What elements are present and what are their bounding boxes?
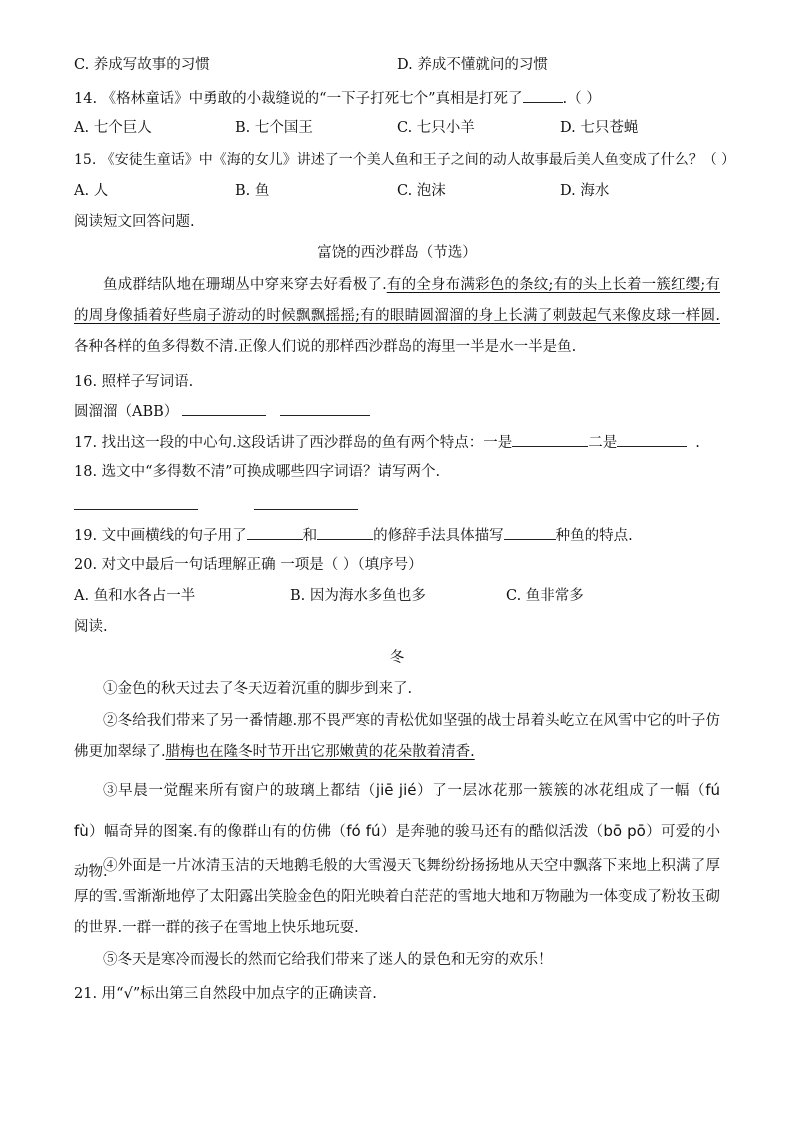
q14-option-d: D. 七只苍蝇 [560,120,639,136]
q16-blank-1[interactable] [182,400,266,416]
reading2-p2-text: ②冬给我们带来了另一番情趣.那不畏严寒的青松优如坚强的战士昂着头屹立在风雪中它的叶子仿佛更加翠绿了. [74,713,720,760]
q17-second: 二是 [588,435,618,451]
q18-answer-line [74,494,720,516]
reading2-intro: 阅读. [74,619,108,635]
reading2-paragraph-1: ①金色的秋天过去了冬天迈着沉重的脚步到来了. [103,681,413,697]
q18-stem: 18. 选文中“多得数不清”可换成哪些四字词语？请写两个. [74,464,441,480]
q15-stem: 15. 《安徒生童话》中《海的女儿》讲述了一个美人鱼和王子之间的动人故事最后美人鱼变成了什么？（ ） [74,152,736,168]
reading1-underlined-text: 有的全身布满彩色的条纹;有的头上长着一簇红缨;有的周身像插着好些扇子游动的时候飘飘摇摇;有的眼睛圆溜溜的身上长满了刺鼓起气来像皮球一样圆. [74,277,720,324]
q21-stem: 21. 用“√”标出第三自然段中加点字的正确读音. [74,986,377,1002]
q13-option-d: D. 养成不懂就问的习惯 [397,57,548,73]
q15-option-b: B. 鱼 [235,183,270,199]
q18-blank-1[interactable] [74,494,198,510]
q17-stem [74,431,720,453]
q14-option-c: C. 七只小羊 [397,120,475,136]
reading1-text-1: 鱼成群结队地在珊瑚丛中穿来穿去好看极了. [103,277,387,293]
pinyin-choice-jie[interactable]: jiē jié [375,781,417,799]
q16-blank-2[interactable] [280,400,370,416]
q19-blank-2[interactable] [317,524,373,540]
reading2-paragraph-4: ④外面是一片冰清玉洁的天地鹅毛般的大雪漫天飞舞纷纷扬扬地从天空中飘落下来地上积满了厚厚的雪.雪渐渐地停了太阳露出笑脸金色的阳光映着白茫茫的雪地大地和万物融为一体变成了粉妆玉砌的世界.一群一群的孩子在雪地上快乐地玩耍. [74,858,720,936]
pinyin-choice-fo[interactable]: fó fú [346,822,381,840]
q14-option-b: B. 七个国王 [235,120,313,136]
q14-stem-text: 14. 《格林童话》中勇敢的小裁缝说的“一下子打死七个”真相是打死了 [74,91,523,107]
reading1-paragraph [74,270,720,363]
q20-option-b: B. 因为海水多鱼也多 [290,588,426,604]
q17-blank-2[interactable] [617,431,687,447]
reading2-p3-text-c: ）幅奇异的图案.有的像群山有的仿佛（ [88,824,347,840]
q19-text-1: 19. 文中画横线的句子用了 [74,528,247,544]
q19-text-2: 和 [302,528,318,544]
q19-text-3: 的修辞手法具体描写 [373,528,504,544]
reading1-title: 富饶的西沙群岛（节选） [317,245,477,261]
reading2-title: 冬 [389,650,405,666]
reading2-p3-text-d: ）是奔驰的骏马还有的酷似活泼（ [380,824,604,840]
reading2-paragraph-5: ⑤冬天是寒冷而漫长的然而它给我们带来了迷人的景色和无穷的欢乐！ [103,952,553,968]
q14-option-a: A. 七个巨人 [74,120,152,136]
reading2-p3-text-a: ③早晨一觉醒来所有窗户的玻璃上都结（ [103,783,376,799]
q14-stem [74,87,720,109]
pinyin-choice-bo[interactable]: bō pō [603,822,646,840]
q18-blank-2[interactable] [254,494,358,510]
q20-option-c: C. 鱼非常多 [506,588,584,604]
q17-blank-1[interactable] [512,431,588,447]
reading2-p3-text-e: ）可爱的小动物. [74,824,721,880]
reading1-intro: 阅读短文回答问题. [74,214,195,230]
q19-blank-1[interactable] [247,524,303,540]
reading1-text-2: 各种各样的鱼多得数不清.正像人们说的那样西沙群岛的海里一半是水一半是鱼. [74,339,577,355]
q19-stem [74,524,720,546]
q20-stem: 20. 对文中最后一句话理解正确 一项是（ ）（填序号） [74,557,423,573]
q15-option-c: C. 泡沫 [397,183,446,199]
q16-example-word: 圆溜溜（ABB） [74,404,179,420]
q15-option-d: D. 海水 [560,183,610,199]
q20-option-a: A. 鱼和水各占一半 [74,588,196,604]
q17-stem-text: 17. 找出这一段的中心句.这段话讲了西沙群岛的鱼有两个特点：一是 [74,435,513,451]
q16-stem: 16. 照样子写词语. [74,374,194,390]
reading2-p3-text-b: ）了一层冰花那一簇簇的冰花组成了一幅（ [416,783,706,799]
reading2-p2-underlined: 腊梅也在隆冬时节开出它那嫩黄的花朵散着清香. [165,744,475,760]
q16-example [74,400,720,422]
q15-option-a: A. 人 [74,183,109,199]
q14-answer-blank[interactable] [523,87,563,103]
reading2-paragraph-2 [74,706,720,768]
q17-end: . [695,435,700,451]
q19-blank-3[interactable] [504,524,556,540]
q14-stem-tail: .（ ） [562,91,601,107]
pinyin-choice-fu[interactable]: fú fù [74,781,720,840]
q19-text-4: 种鱼的特点. [555,528,633,544]
q13-option-c: C. 养成写故事的习惯 [74,57,210,73]
